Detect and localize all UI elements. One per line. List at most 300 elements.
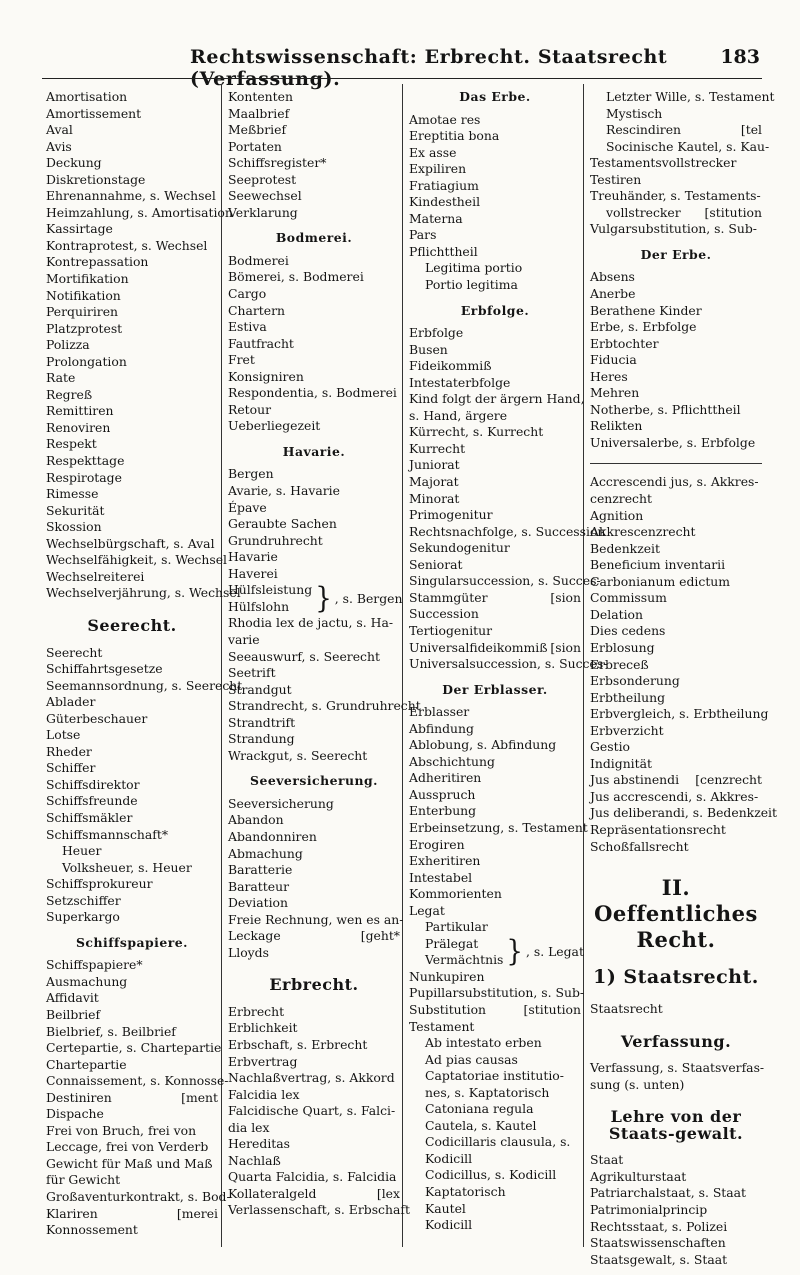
index-entry: Relikten — [590, 418, 643, 434]
index-entry: Respekt — [46, 436, 97, 452]
entry-list-indented — [590, 138, 770, 156]
index-entry: Ablobung, s. Abfindung — [409, 737, 557, 753]
index-entry: Schiffsregister* — [228, 155, 327, 171]
entry: Leckage [geht* — [228, 928, 400, 944]
index-entry: Rate — [46, 370, 76, 386]
index-entry: Polizza — [46, 337, 90, 353]
page-header — [40, 44, 760, 90]
index-entry: Treuhänder, s. Testaments- — [590, 188, 761, 204]
index-entry: Deckung — [46, 155, 102, 171]
entry-list — [228, 89, 400, 221]
index-entry: Dies cedens — [590, 623, 666, 639]
entry-list — [409, 704, 588, 919]
index-entry: Seemannsordnung, s. Seerecht — [46, 677, 243, 693]
index-entry: Sekundogenitur — [409, 540, 510, 556]
index-entry: Gestio — [590, 739, 630, 755]
index-entry: Erbvertrag — [228, 1053, 298, 1069]
index-entry: Erbeinsetzung, s. Testament — [409, 819, 588, 835]
index-entry: Rimesse — [46, 486, 99, 502]
index-entry: Socinische Kautel, s. Kau- — [606, 138, 770, 154]
index-entry: Mehren — [590, 385, 640, 401]
index-entry: Hülfslohn — [228, 598, 290, 614]
index-entry: Schiffsfreunde — [46, 793, 138, 809]
index-entry: Testament — [409, 1018, 475, 1034]
index-entry: Strandtrift — [228, 714, 296, 730]
index-entry: Cargo — [228, 286, 267, 302]
index-entry: Setzschiffer — [46, 892, 121, 908]
index-entry: Catoniana regula — [425, 1101, 534, 1117]
running-title: Rechtswissenschaft: Erbrecht. Staatsrecht (Verfassung). — [190, 46, 668, 90]
index-entry: Seeprotest — [228, 171, 297, 187]
index-entry: Connaissement, s. Konnosse- — [46, 1073, 229, 1089]
index-entry: für Gewicht — [46, 1172, 121, 1188]
index-entry: Universalsuccession, s. Succes- — [409, 656, 608, 672]
index-entry: Vulgarsubstitution, s. Sub- — [590, 221, 757, 237]
entry: Jus abstinendi [cenzrecht — [590, 772, 762, 788]
index-entry: nes, s. Kaptatorisch — [425, 1084, 550, 1100]
index-entry: Schiffsmäkler — [46, 809, 133, 825]
brace-symbol: } — [315, 582, 332, 616]
index-entry: Erbfolge — [409, 325, 464, 341]
index-entry: Erogiren — [409, 836, 465, 852]
entry-list — [46, 957, 229, 1089]
index-entry: Delation — [590, 606, 643, 622]
index-entry: Havarie — [228, 549, 278, 565]
index-entry: Grundruhrecht — [228, 532, 323, 548]
index-entry: Intestaterbfolge — [409, 374, 511, 390]
index-entry: Kaptatorisch — [425, 1184, 506, 1199]
index-entry: Kodicill — [425, 1150, 473, 1166]
index-entry: Beneficium inventarii — [590, 557, 726, 573]
section-heading-das-erbe: Das Erbe. — [459, 89, 531, 104]
entry-list — [590, 221, 762, 238]
entry-list-indented — [409, 919, 581, 936]
index-entry: Kindestheil — [409, 194, 481, 210]
index-entry: Exheritiren — [409, 853, 481, 869]
index-entry: Staatswissenschaften — [590, 1235, 726, 1251]
index-entry: Testiren — [590, 171, 642, 187]
index-entry: Ereptitia bona — [409, 128, 500, 144]
index-entry: Respondentia, s. Bodmerei — [228, 385, 397, 401]
index-entry: Pars — [409, 227, 437, 243]
entry-list-indented — [46, 843, 218, 876]
index-entry: Bedenkzeit — [590, 540, 660, 556]
entry-list — [590, 269, 762, 451]
index-entry: Abfindung — [409, 720, 474, 736]
index-entry: Minorat — [409, 490, 460, 506]
index-entry: Güterbeschauer — [46, 710, 148, 726]
index-entry: Tertiogenitur — [409, 622, 493, 638]
index-entry: Erbschaft, s. Erbrecht — [228, 1036, 368, 1052]
index-entry: Kind folgt der ärgern Hand, — [409, 391, 585, 407]
index-entry: Ueberliegezeit — [228, 418, 321, 434]
index-entry: Strandung — [228, 731, 295, 747]
column-4 — [590, 89, 777, 1268]
index-entry: Ehrenannahme, s. Wechsel — [46, 188, 216, 204]
index-entry: Accrescendi jus, s. Akkres- — [590, 474, 759, 490]
index-entry: Rechtsstaat, s. Polizei — [590, 1218, 728, 1234]
entry-list — [590, 155, 762, 205]
entry-list — [590, 788, 777, 855]
index-entry: Abandonniren — [228, 828, 317, 844]
index-entry: Remittiren — [46, 403, 114, 419]
section-separator — [590, 463, 762, 464]
index-entry: Captatoriae institutio- — [425, 1068, 564, 1084]
index-entry: Respirotage — [46, 469, 122, 485]
brace-items — [228, 582, 312, 615]
index-entry: Avis — [46, 138, 72, 154]
index-entry: Amortissement — [46, 105, 142, 121]
index-entry: Bodmerei — [228, 252, 289, 268]
index-entry: s. Hand, ärgere — [409, 407, 508, 423]
index-entry: Erblosung — [590, 639, 655, 655]
index-entry: Seniorat — [409, 556, 463, 572]
index-entry: Chartepartie — [46, 1056, 127, 1072]
index-entry: Wechselbürgschaft, s. Aval — [46, 535, 215, 551]
entry-list-indented — [409, 1035, 581, 1234]
index-entry: Prälegat — [425, 935, 479, 951]
index-entry: Kontraprotest, s. Wechsel — [46, 237, 208, 253]
index-entry: Chartern — [228, 302, 285, 318]
entry: Klariren [merei — [46, 1205, 218, 1221]
index-entry: Staatsrecht — [590, 1001, 663, 1017]
index-entry: Strandrecht, s. Grundruhrecht — [228, 698, 421, 714]
index-entry: Staat — [590, 1152, 624, 1168]
section-heading-erbfolge: Erbfolge. — [460, 302, 530, 318]
index-entry: Commissum — [590, 590, 667, 606]
brace-group — [409, 935, 584, 969]
index-entry: Bielbrief, s. Beilbrief — [46, 1023, 176, 1039]
index-entry: Seetrift — [228, 665, 276, 681]
index-entry: Nunkupiren — [409, 968, 485, 984]
index-entry: varie — [228, 631, 260, 647]
index-entry: Ablader — [46, 694, 96, 710]
index-entry: Erbsonderung — [590, 673, 680, 689]
section-heading-bodmerei: Bodmerei. — [275, 230, 353, 246]
index-entry: Beilbrief — [46, 1006, 101, 1022]
index-entry: Konsigniren — [228, 368, 304, 384]
brace-symbol: } — [506, 935, 523, 969]
index-entry: Staatsgewalt, s. Staat — [590, 1251, 728, 1267]
index-entry: Seewechsel — [228, 188, 302, 204]
section-heading-schiffspapiere: Schiffspapiere. — [75, 934, 189, 950]
index-entry: Erbrecht — [228, 1003, 285, 1019]
index-entry: Schiffsdirektor — [46, 776, 140, 792]
index-entry: Heimzahlung, s. Amortisation — [46, 204, 233, 220]
index-entry: Erbreceß — [590, 656, 649, 672]
index-entry: Regreß — [46, 386, 93, 402]
index-entry: Codicillaris clausula, s. — [425, 1134, 571, 1150]
index-entry: cenzrecht — [590, 491, 652, 507]
part-heading-oeffentliches-recht: II. Oeffentliches Recht. — [594, 875, 758, 953]
index-entry: Ex asse — [409, 144, 457, 160]
index-entry: Indignität — [590, 755, 652, 771]
index-entry: Amotae res — [409, 111, 481, 127]
index-entry: Patrimonialprincip — [590, 1201, 708, 1217]
index-entry: Falcidia lex — [228, 1086, 300, 1102]
index-entry: Jus deliberandi, s. Bedenkzeit — [590, 805, 777, 821]
index-entry: Nachlaß — [228, 1152, 281, 1168]
index-entry: Portio legitima — [425, 277, 518, 293]
index-entry: Expiliren — [409, 161, 467, 177]
index-entry: Leccage, frei von Verderb — [46, 1139, 209, 1155]
column-2 — [228, 89, 421, 1219]
index-entry: Épave — [228, 499, 267, 515]
index-entry: Prolongation — [46, 353, 127, 369]
index-entry: Schiffer — [46, 760, 96, 776]
index-entry: Jus accrescendi, s. Akkres- — [590, 788, 759, 804]
entry-list — [590, 1152, 762, 1268]
entry-list — [228, 945, 400, 962]
index-entry: Universalerbe, s. Erbfolge — [590, 434, 756, 450]
entry-list — [46, 1222, 218, 1239]
index-entry: Dispache — [46, 1106, 104, 1122]
brace-items — [425, 936, 503, 969]
index-entry: Hülfsleistung — [228, 582, 313, 598]
index-entry: Kontrepassation — [46, 254, 149, 270]
index-entry: Kommorienten — [409, 886, 502, 902]
index-entry: Kurrecht — [409, 440, 466, 456]
index-entry: Perquiriren — [46, 304, 119, 320]
index-entry: Kontenten — [228, 89, 293, 104]
index-entry: Legitima portio — [425, 260, 523, 276]
index-entry: Verlassenschaft, s. Erbschaft — [228, 1202, 410, 1218]
entry-list — [409, 1019, 581, 1036]
index-entry: Schiffspapiere* — [46, 957, 143, 973]
section-heading-lehre-staatsgewalt: Lehre von der Staats-gewalt. — [608, 1107, 744, 1143]
index-entry: Verfassung, s. Staatsverfas- — [590, 1060, 765, 1076]
index-entry: Erbverzicht — [590, 722, 664, 738]
brace-group — [228, 582, 403, 616]
index-entry: Geraubte Sachen — [228, 516, 337, 532]
entry-list — [590, 1001, 762, 1018]
index-entry: Estiva — [228, 319, 267, 335]
index-entry: Lotse — [46, 727, 81, 743]
index-entry: Agrikulturstaat — [590, 1168, 687, 1184]
index-entry: Akkrescenzrecht — [590, 524, 696, 540]
entry-list — [409, 656, 608, 673]
index-entry: Intestabel — [409, 869, 473, 885]
entry-list — [228, 615, 421, 764]
index-entry: Cautela, s. Kautel — [425, 1117, 537, 1133]
index-entry: Skossion — [46, 519, 102, 535]
entry: Rescindiren [tel — [606, 122, 762, 138]
entry-list — [228, 1202, 410, 1219]
index-entry: Erblasser — [409, 704, 470, 720]
page-number: 183 — [720, 46, 760, 68]
index-entry: Seerecht — [46, 644, 103, 660]
index-entry: Fautfracht — [228, 335, 294, 351]
index-entry: Frei von Bruch, frei von — [46, 1122, 197, 1138]
index-entry: Mortifikation — [46, 271, 129, 287]
index-entry: Erbvergleich, s. Erbtheilung — [590, 706, 769, 722]
index-entry: Affidavit — [46, 990, 99, 1006]
index-entry: Codicillus, s. Kodicill — [425, 1167, 557, 1183]
index-entry: Konnossement — [46, 1222, 138, 1238]
index-entry: Pupillarsubstitution, s. Sub- — [409, 985, 585, 1001]
index-entry: dia lex — [228, 1119, 270, 1135]
index-entry: Abschichtung — [409, 753, 495, 769]
index-entry: Patriarchalstaat, s. Staat — [590, 1185, 747, 1201]
index-entry: Heuer — [62, 843, 102, 859]
entry-list — [46, 876, 218, 926]
index-entry: Freie Rechnung, wen es an- — [228, 911, 404, 927]
index-entry: Renoviren — [46, 419, 111, 435]
index-entry: Portaten — [228, 138, 282, 154]
index-entry: Kürrecht, s. Kurrecht — [409, 424, 544, 440]
index-entry: Adheritiren — [409, 770, 482, 786]
entry: Stammgüter [sion — [409, 589, 581, 605]
index-entry: sung (s. unten) — [590, 1076, 685, 1092]
index-entry: Certepartie, s. Chartepartie — [46, 1040, 222, 1056]
index-entry: Lloyds — [228, 944, 269, 960]
entry-list — [228, 1004, 400, 1186]
index-entry: Abandon — [228, 812, 284, 828]
index-entry: Letzter Wille, s. Testament — [606, 89, 775, 104]
index-entry: Wechselreiterei — [46, 568, 145, 584]
index-entry: Partikular — [425, 919, 488, 935]
chapter-heading-staatsrecht: 1) Staatsrecht. — [593, 966, 759, 989]
index-entry: Superkargo — [46, 909, 120, 925]
entry-list — [590, 474, 769, 772]
entry-list — [409, 606, 581, 639]
index-entry: Notifikation — [46, 287, 121, 303]
index-entry: Testamentsvollstrecker — [590, 155, 737, 171]
index-entry: Heres — [590, 368, 628, 384]
index-entry: Notherbe, s. Pflichttheil — [590, 401, 741, 417]
entry-list — [228, 795, 404, 928]
index-entry: Abmachung — [228, 845, 303, 861]
index-entry: Gewicht für Maß und Maß — [46, 1155, 213, 1171]
index-entry: Schiffsprokureur — [46, 876, 153, 892]
index-entry: Repräsentationsrecht — [590, 821, 726, 837]
index-entry: Strandgut — [228, 681, 292, 697]
index-entry: Avarie, s. Havarie — [228, 483, 340, 499]
index-entry: Wrackgut, s. Seerecht — [228, 747, 368, 763]
section-heading-erblasser: Der Erblasser. — [442, 681, 548, 697]
column-divider — [402, 84, 403, 1247]
index-entry: Hereditas — [228, 1136, 291, 1152]
index-entry: Rhodia lex de jactu, s. Ha- — [228, 615, 394, 631]
index-entry: Kautel — [425, 1200, 466, 1216]
entry-list — [228, 466, 400, 582]
index-entry: Juniorat — [409, 457, 460, 473]
entry-list — [228, 253, 400, 435]
index-entry: Fratiagium — [409, 177, 479, 193]
entry: Destiniren [ment — [46, 1089, 218, 1105]
index-entry: Fiducia — [590, 352, 637, 368]
index-entry: Ausspruch — [409, 786, 476, 802]
index-entry: Seeversicherung — [228, 795, 334, 811]
index-entry: Platzprotest — [46, 320, 123, 336]
index-entry: Diskretionstage — [46, 171, 146, 187]
index-entry: Kodicill — [425, 1217, 473, 1233]
index-entry: Vermächtnis — [425, 952, 504, 968]
index-entry: Großaventurkontrakt, s. Bod- — [46, 1189, 231, 1204]
index-entry: Busen — [409, 341, 448, 357]
index-entry: Bömerei, s. Bodmerei — [228, 269, 364, 285]
index-entry: Ad pias causas — [425, 1051, 518, 1067]
entry: Universalfideikommiß [sion — [409, 639, 581, 655]
entry-list — [46, 644, 243, 844]
index-entry: Succession — [409, 606, 479, 622]
index-entry: Enterbung — [409, 803, 477, 819]
entry-list-indented — [409, 260, 581, 293]
index-entry: Haverei — [228, 565, 278, 581]
index-entry: Fret — [228, 352, 255, 368]
entry: Kollateralgeld [lex — [228, 1185, 400, 1201]
section-heading-seerecht: Seerecht. — [87, 615, 177, 635]
entry: vollstrecker [stitution — [606, 204, 762, 220]
entry-list — [409, 112, 581, 261]
index-entry: Aval — [46, 122, 73, 138]
entry-list — [409, 968, 585, 1002]
index-entry: Verklarung — [228, 204, 298, 220]
index-entry: Majorat — [409, 474, 459, 490]
entry-list-indented — [590, 89, 775, 122]
index-entry: Deviation — [228, 895, 288, 911]
index-entry: Legat — [409, 902, 445, 918]
index-entry: Maalbrief — [228, 105, 290, 121]
index-entry: Nachlaßvertrag, s. Akkord — [228, 1070, 395, 1086]
index-entry: Quarta Falcidia, s. Falcidia — [228, 1169, 397, 1185]
index-entry: Materna — [409, 210, 463, 226]
index-entry: Bergen — [228, 466, 274, 482]
section-heading-der-erbe: Der Erbe. — [640, 246, 712, 262]
section-heading-havarie: Havarie. — [282, 443, 346, 459]
brace-reference: , s. Legat — [525, 944, 584, 960]
index-entry: Rheder — [46, 743, 92, 759]
index-entry: Schoßfallsrecht — [590, 838, 689, 854]
index-entry: Wechselfähigkeit, s. Wechsel — [46, 552, 228, 568]
index-entry: Erbe, s. Erbfolge — [590, 319, 697, 335]
index-entry: Wechselverjährung, s. Wechsel — [46, 585, 241, 601]
index-entry: Schiffsmannschaft* — [46, 826, 169, 842]
index-entry: Volksheuer, s. Heuer — [62, 859, 192, 875]
index-entry: Carbonianum edictum — [590, 573, 731, 589]
index-entry: Primogenitur — [409, 507, 493, 523]
index-entry: Amortisation — [46, 89, 128, 104]
index-entry: Rechtsnachfolge, s. Succession — [409, 523, 606, 539]
index-entry: Anerbe — [590, 286, 636, 302]
index-entry: Berathene Kinder — [590, 302, 702, 318]
index-entry: Seeauswurf, s. Seerecht — [228, 648, 380, 664]
brace-reference: , s. Bergen — [334, 590, 403, 606]
entry-list — [46, 89, 241, 602]
index-entry: Erbtheilung — [590, 689, 666, 705]
index-entry: Schiffahrtsgesetze — [46, 661, 163, 677]
index-entry: Erblichkeit — [228, 1020, 298, 1036]
index-entry: Meßbrief — [228, 122, 287, 138]
index-entry: Ausmachung — [46, 973, 128, 989]
index-entry: Agnition — [590, 507, 644, 523]
index-entry: Baratterie — [228, 862, 293, 878]
section-heading-erbrecht: Erbrecht. — [269, 975, 359, 995]
entry-list — [409, 325, 606, 590]
entry: Substitution [stitution — [409, 1001, 581, 1017]
index-entry: Erbtochter — [590, 335, 659, 351]
index-entry: Pflichttheil — [409, 243, 478, 259]
index-entry: Ab intestato erben — [425, 1035, 542, 1051]
index-entry: Singularsuccession, s. Succes- — [409, 573, 601, 589]
index-entry: Sekurität — [46, 502, 105, 518]
entry-list — [590, 1060, 765, 1093]
index-entry: Retour — [228, 401, 272, 417]
index-entry: Fideikommiß — [409, 358, 492, 374]
header-rule — [42, 78, 762, 79]
section-heading-seeversicherung: Seeversicherung. — [250, 773, 378, 789]
index-entry: Respekttage — [46, 453, 125, 469]
